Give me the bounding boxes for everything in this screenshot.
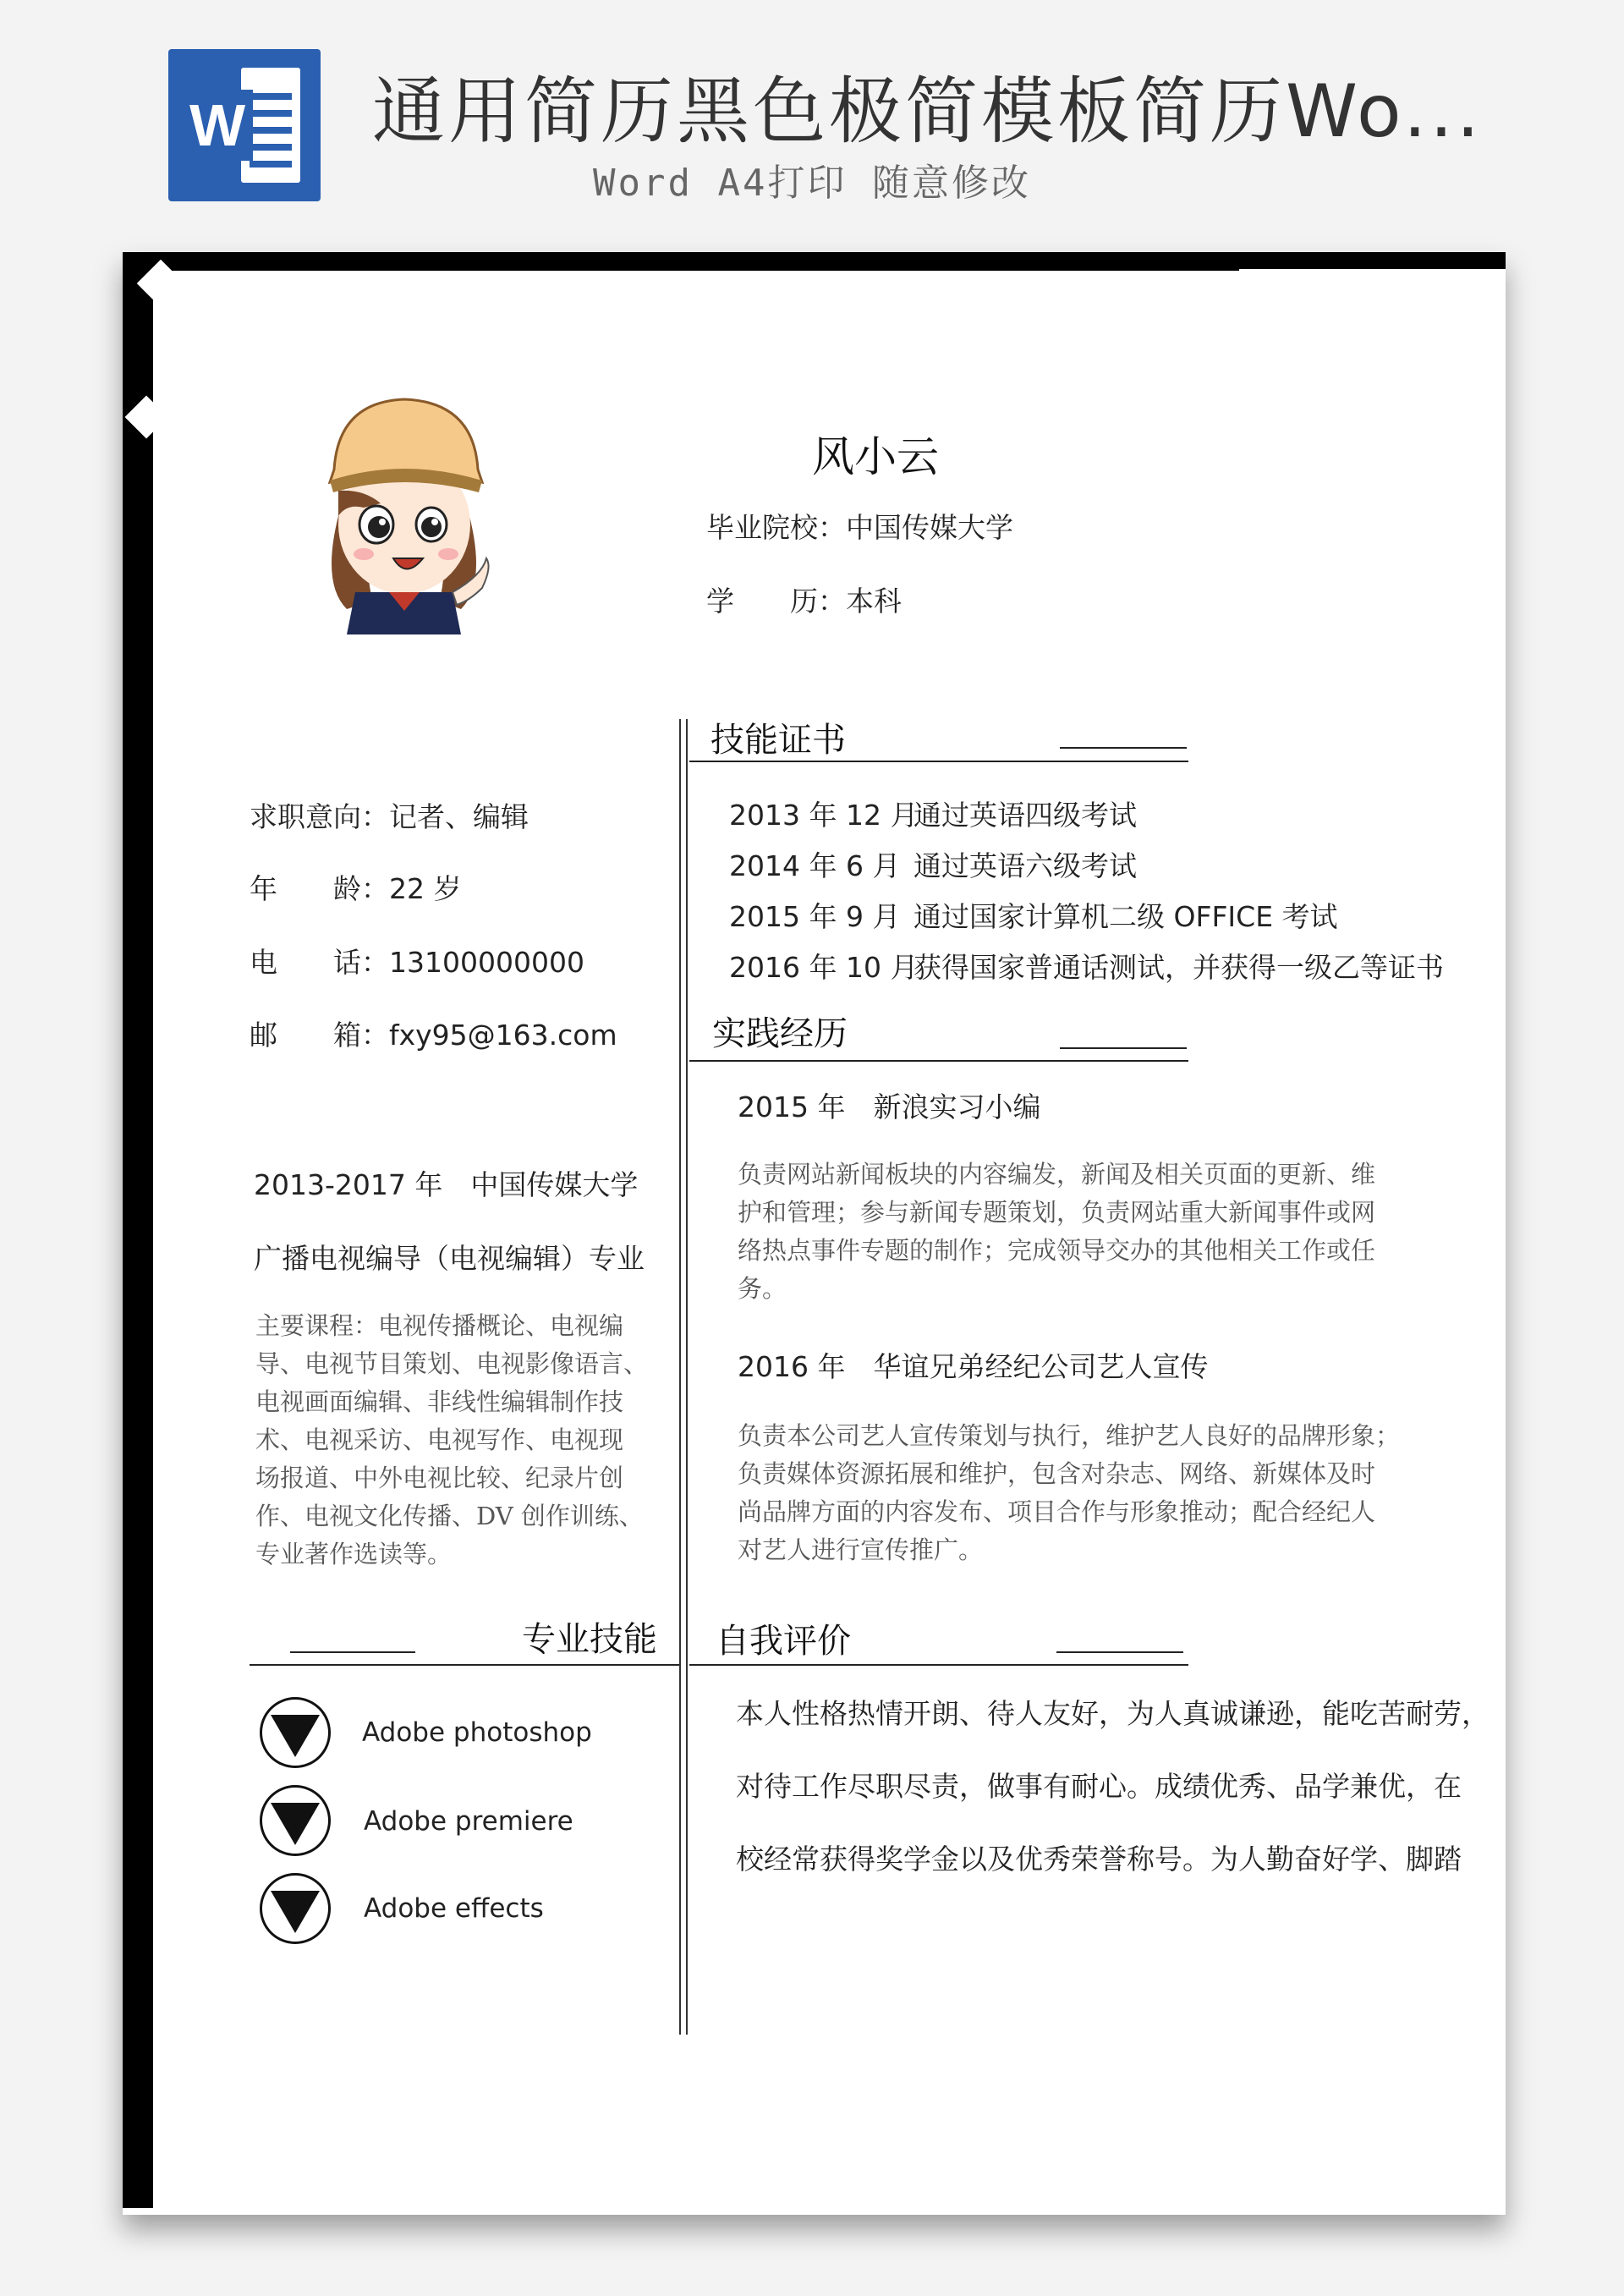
course-line: 作、电视文化传播、DV 创作训练、 (255, 1502, 644, 1530)
job-intention: 求职意向：记者、编辑 (250, 800, 529, 833)
job-line: 络热点事件专题的制作；完成领导交办的其他相关工作或任 (738, 1236, 1376, 1265)
self-eval-heading-short-line (1056, 1651, 1183, 1653)
column-divider-inner (686, 719, 688, 2035)
cert-date: 2015 年 9 月 (729, 900, 901, 933)
job-line: 负责本公司艺人宣传策划与执行，维护艺人良好的品牌形象； (738, 1421, 1401, 1450)
course-line: 场报道、中外电视比较、纪录片创 (255, 1464, 624, 1492)
self-eval-line: 本人性格热情开朗、待人友好，为人真诚谦逊，能吃苦耐劳， (736, 1697, 1490, 1730)
certificates-heading-line (689, 761, 1188, 762)
school-info: 毕业院校：中国传媒大学 (706, 511, 1013, 544)
degree-info: 学 历：本科 (706, 585, 902, 618)
job-description (738, 1417, 1414, 1569)
skills-heading-line (250, 1664, 679, 1666)
skill-item: Adobe effects (364, 1893, 544, 1924)
left-black-bar (123, 252, 153, 2208)
job-description (738, 1156, 1414, 1308)
education-courses (255, 1307, 661, 1574)
job-line: 务。 (738, 1274, 787, 1303)
word-icon-letter: W (182, 90, 253, 161)
certificates-heading: 技能证书 (710, 721, 846, 760)
skills-heading: 专业技能 (522, 1620, 657, 1659)
cert-text: 通过英语六级考试 (914, 849, 1137, 882)
certificates-heading-short-line (1060, 747, 1187, 749)
document-subtitle: Word A4打印 随意修改 (593, 162, 1031, 205)
triangle-down-icon (260, 1873, 331, 1944)
self-eval-heading: 自我评价 (716, 1622, 851, 1661)
cert-date: 2014 年 6 月 (729, 849, 901, 882)
triangle-down-icon (260, 1697, 331, 1768)
self-eval-line: 校经常获得奖学金以及优秀荣誉称号。为人勤奋好学、脚踏 (736, 1843, 1462, 1876)
job-line: 尚品牌方面的内容发布、项目合作与形象推动；配合经纪人 (738, 1497, 1376, 1526)
cert-text: 通过国家计算机二级 OFFICE 考试 (914, 900, 1338, 933)
practice-heading-line (689, 1060, 1188, 1062)
course-line: 电视画面编辑、非线性编辑制作技 (255, 1387, 624, 1416)
candidate-name: 风小云 (812, 432, 939, 481)
job-title: 2015 年 新浪实习小编 (738, 1090, 1041, 1123)
top-black-bar (123, 252, 1506, 271)
age-info: 年 龄：22 岁 (250, 872, 462, 905)
practice-heading: 实践经历 (712, 1014, 848, 1053)
job-line: 对艺人进行宣传推广。 (738, 1535, 984, 1564)
job-line: 负责媒体资源拓展和维护，包含对杂志、网络、新媒体及时 (738, 1459, 1376, 1488)
cert-date: 2016 年 10 月 (729, 951, 919, 984)
email-info: 邮 箱：fxy95@163.com (250, 1019, 617, 1052)
self-eval-line: 对待工作尽职尽责，做事有耐心。成绩优秀、品学兼优，在 (736, 1770, 1462, 1803)
job-title: 2016 年 华谊兄弟经纪公司艺人宣传 (738, 1350, 1209, 1383)
cert-date: 2013 年 12 月 (729, 799, 919, 832)
triangle-down-icon (260, 1785, 331, 1856)
skill-item: Adobe premiere (364, 1806, 573, 1837)
top-bar-step (1239, 269, 1506, 277)
job-line: 护和管理；参与新闻专题策划，负责网站重大新闻事件或网 (738, 1198, 1376, 1227)
course-line: 专业著作选读等。 (255, 1540, 453, 1568)
cert-text: 通过英语四级考试 (914, 799, 1137, 832)
skills-heading-short-line (290, 1651, 415, 1653)
job-line: 负责网站新闻板块的内容编发，新闻及相关页面的更新、维 (738, 1160, 1376, 1189)
course-line: 术、电视采访、电视写作、电视现 (255, 1425, 624, 1454)
cartoon-avatar (313, 389, 495, 634)
skill-item: Adobe photoshop (362, 1717, 592, 1748)
document-title: 通用简历黑色极简模板简历Wo... (372, 69, 1484, 154)
course-line: 主要课程：电视传播概论、电视编 (255, 1311, 624, 1340)
cert-text: 获得国家普通话测试，并获得一级乙等证书 (914, 951, 1444, 984)
education-major: 广播电视编导（电视编辑）专业 (254, 1242, 645, 1275)
phone-info: 电 话：13100000000 (250, 946, 584, 979)
course-line: 导、电视节目策划、电视影像语言、 (255, 1349, 649, 1378)
practice-heading-short-line (1060, 1047, 1187, 1049)
education-period: 2013-2017 年 中国传媒大学 (254, 1168, 639, 1201)
column-divider (679, 719, 681, 2035)
self-eval-heading-line (689, 1664, 1188, 1666)
